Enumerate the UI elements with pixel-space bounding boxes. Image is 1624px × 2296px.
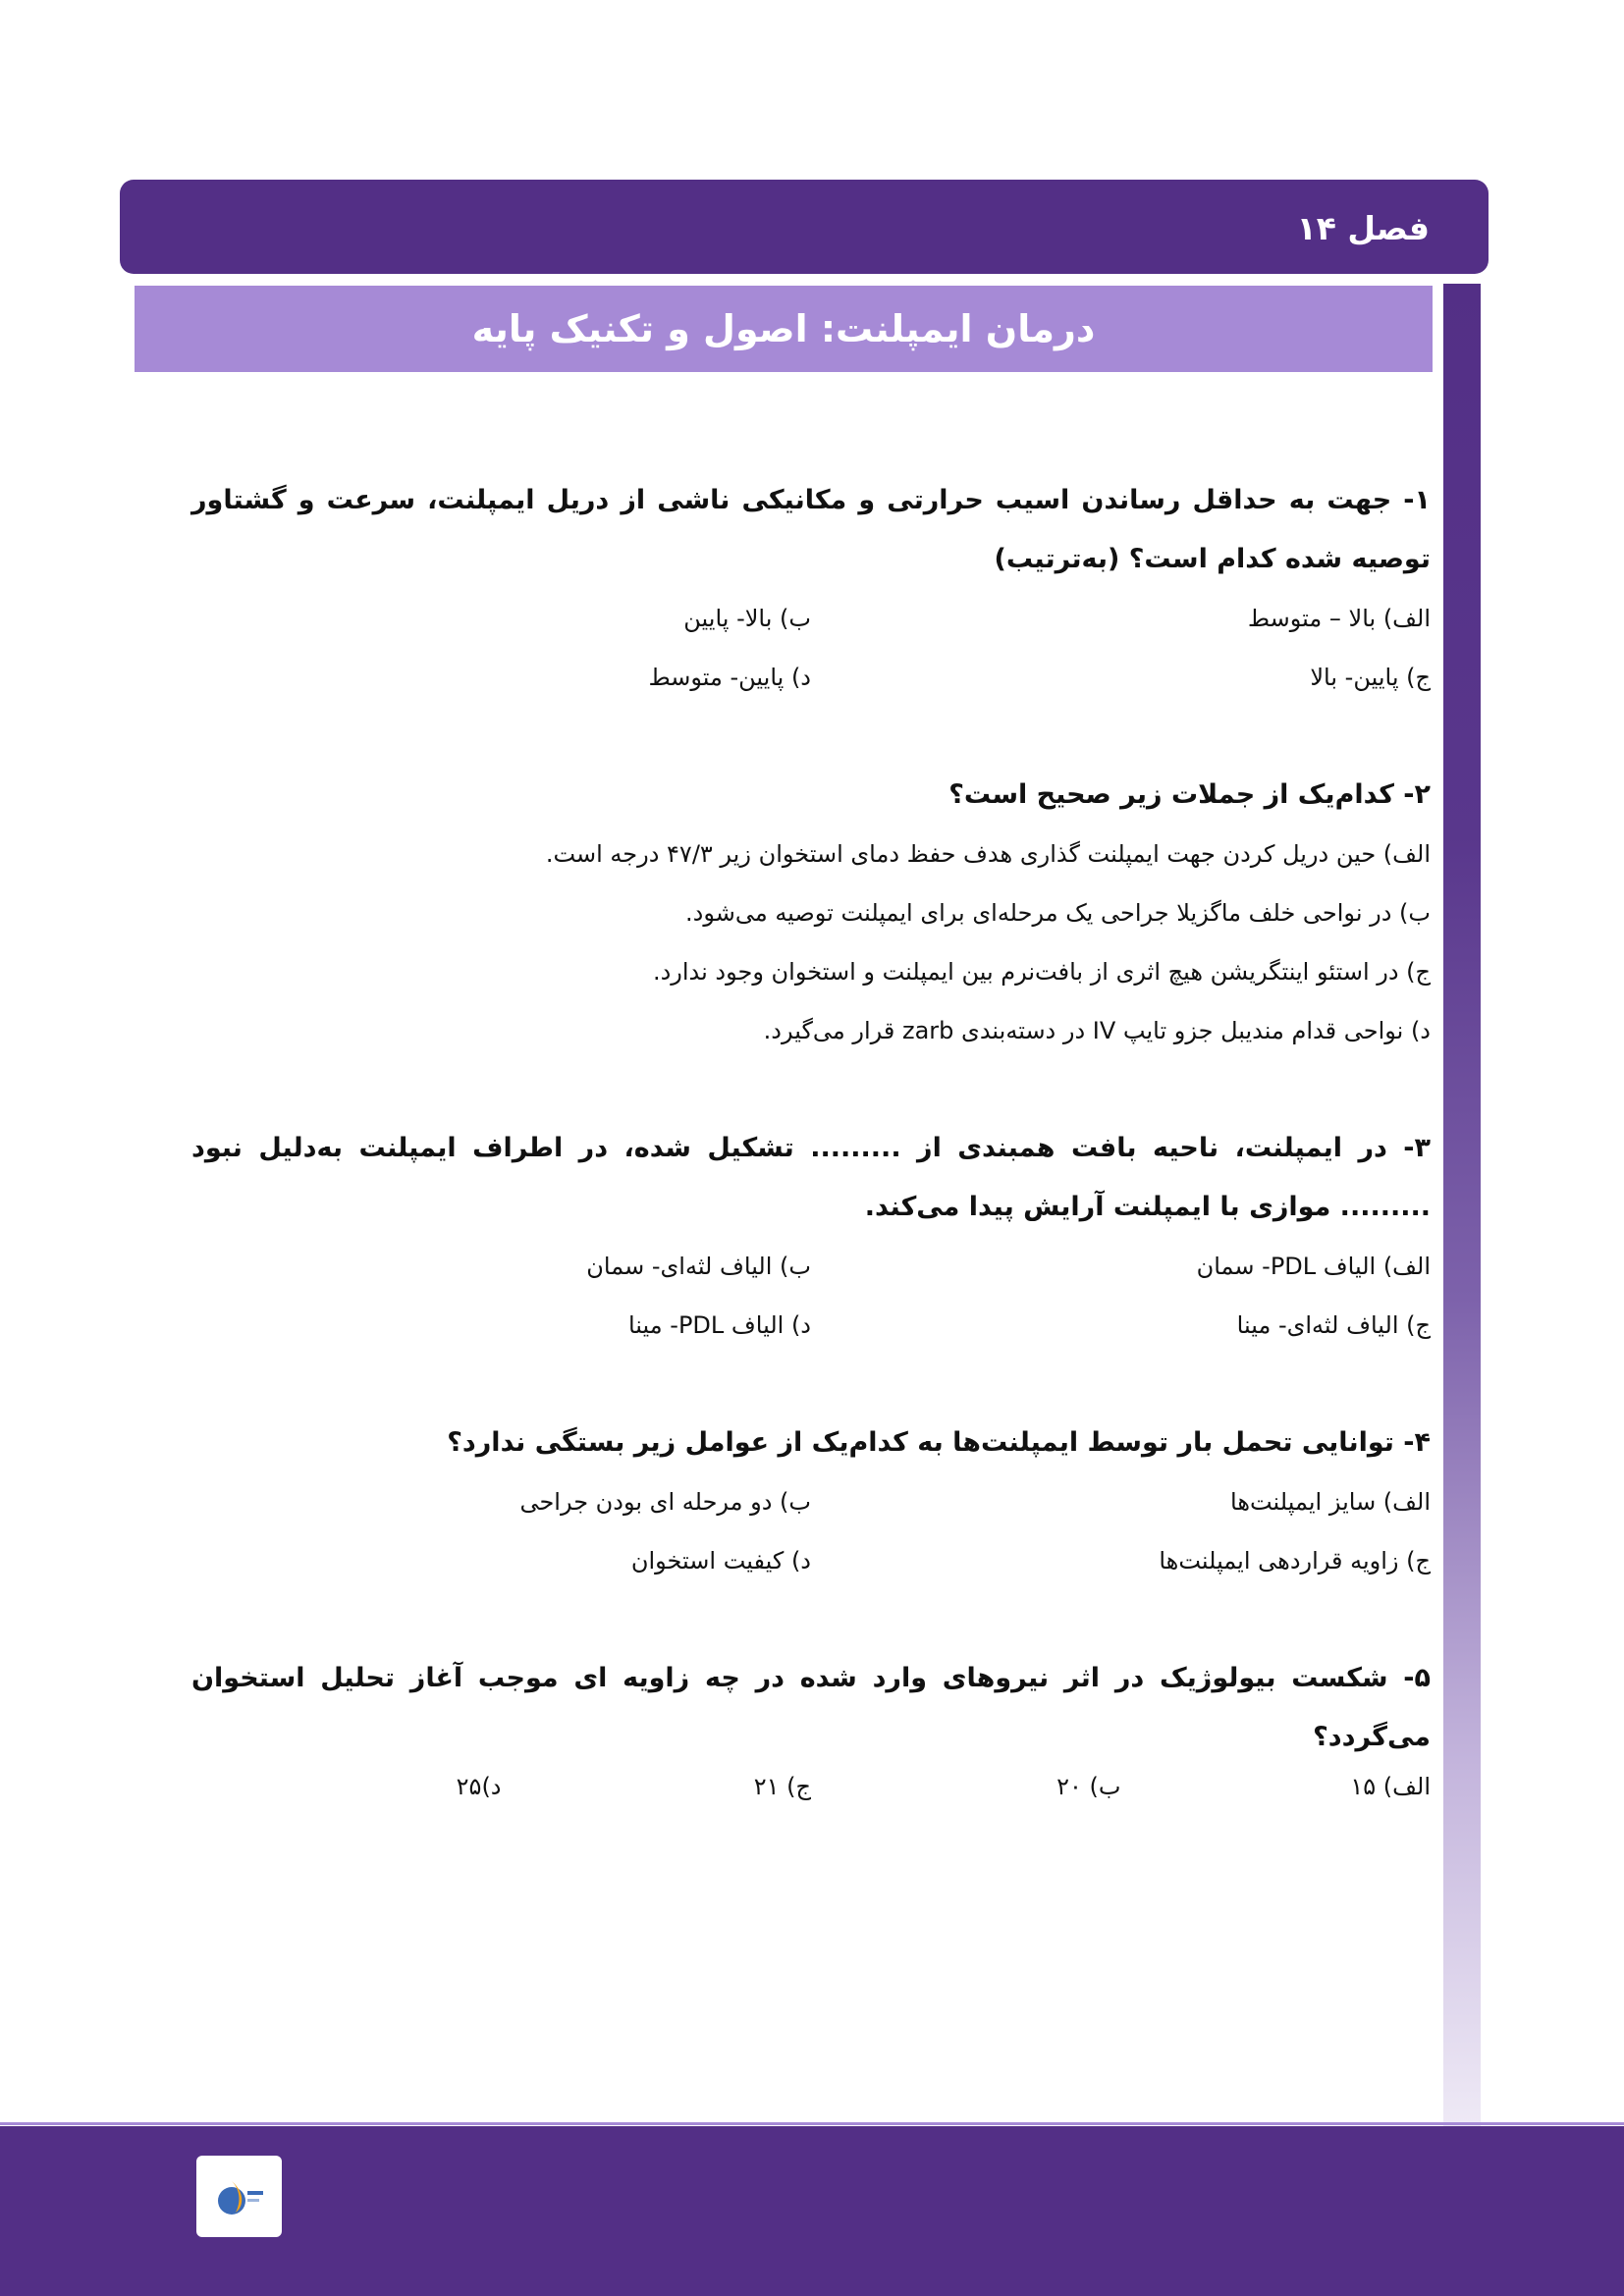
question-1 bbox=[191, 471, 1431, 707]
option: د) کیفیت استخوان bbox=[630, 1547, 811, 1575]
page-title: درمان ایمپلنت: اصول و تکنیک پایه bbox=[471, 307, 1096, 350]
question-5 bbox=[191, 1649, 1431, 1806]
option: ب) الیاف لثه‌ای- سمان bbox=[586, 1253, 811, 1280]
option: ج) زاویه قراردهی ایمپلنت‌ها bbox=[1159, 1547, 1431, 1575]
question-text: ۲- کدام‌یک از جملات زیر صحیح است؟ bbox=[948, 779, 1431, 810]
option: الف) سایز ایمپلنت‌ها bbox=[1230, 1488, 1431, 1516]
option: ج) الیاف لثه‌ای- مینا bbox=[1236, 1311, 1431, 1339]
option: الف) ۱۵ bbox=[1350, 1773, 1431, 1800]
logo-icon bbox=[210, 2167, 269, 2226]
question-3 bbox=[191, 1119, 1431, 1355]
chapter-header-bar bbox=[120, 180, 1489, 274]
option: ج) ۲۱ bbox=[753, 1773, 811, 1800]
option: ج) در استئو اینتگریشن هیچ اثری از بافت‌نرم بین ایمپلنت و استخوان وجود ندارد. bbox=[652, 958, 1431, 986]
options bbox=[191, 1237, 1431, 1355]
footer-divider bbox=[0, 2122, 1624, 2125]
options bbox=[191, 1472, 1431, 1590]
options bbox=[191, 825, 1431, 1060]
option: الف) حین دریل کردن جهت ایمپلنت گذاری هدف حفظ دمای استخوان زیر ۴۷/۳ درجه است. bbox=[545, 840, 1431, 868]
publisher-logo bbox=[196, 2156, 282, 2237]
option: الف) بالا – متوسط bbox=[1247, 605, 1431, 632]
option: د)۲۵ bbox=[456, 1773, 502, 1800]
option: ب) بالا- پایین bbox=[683, 605, 811, 632]
option: د) نواحی قدام مندیبل جزو تایپ IV در دسته‌بندی zarb قرار می‌گیرد. bbox=[763, 1017, 1431, 1044]
question-2 bbox=[191, 766, 1431, 1060]
chapter-label: فصل ۱۴ bbox=[1296, 209, 1430, 247]
option: ج) پایین- بالا bbox=[1310, 664, 1431, 691]
question-text: ۵- شکست بیولوژیک در اثر نیروهای وارد شده در چه زاویه ای موجب آغاز تحلیل استخوان می‌گردد؟ bbox=[191, 1663, 1431, 1752]
option: ب) ۲۰ bbox=[1056, 1773, 1121, 1800]
option: د) الیاف PDL- مینا bbox=[627, 1311, 811, 1339]
title-band bbox=[135, 286, 1433, 372]
question-text: ۴- توانایی تحمل بار توسط ایمپلنت‌ها به کدام‌یک از عوامل زیر بستگی ندارد؟ bbox=[447, 1427, 1431, 1458]
question-text: ۱- جهت به حداقل رساندن اسیب حرارتی و مکانیکی ناشی از دریل ایمپلنت، سرعت و گشتاور توصیه شده کدام است؟ (به‌ترتیب) bbox=[191, 485, 1431, 574]
side-stripe bbox=[1443, 284, 1481, 2129]
option: ب) دو مرحله ای بودن جراحی bbox=[519, 1488, 811, 1516]
question-text: ۳- در ایمپلنت، ناحیه بافت همبندی از ......... تشکیل شده، در اطراف ایمپلنت به‌دلیل نبود ......... موازی با ایمپلنت آرایش پیدا می‌کند. bbox=[191, 1133, 1431, 1222]
questions-list bbox=[191, 471, 1431, 1865]
option: د) پایین- متوسط bbox=[648, 664, 811, 691]
option: الف) الیاف PDL- سمان bbox=[1196, 1253, 1431, 1280]
options bbox=[191, 589, 1431, 707]
options bbox=[191, 1767, 1431, 1806]
question-4 bbox=[191, 1414, 1431, 1590]
option: ب) در نواحی خلف ماگزیلا جراحی یک مرحله‌ای برای ایمپلنت توصیه می‌شود. bbox=[685, 899, 1431, 927]
